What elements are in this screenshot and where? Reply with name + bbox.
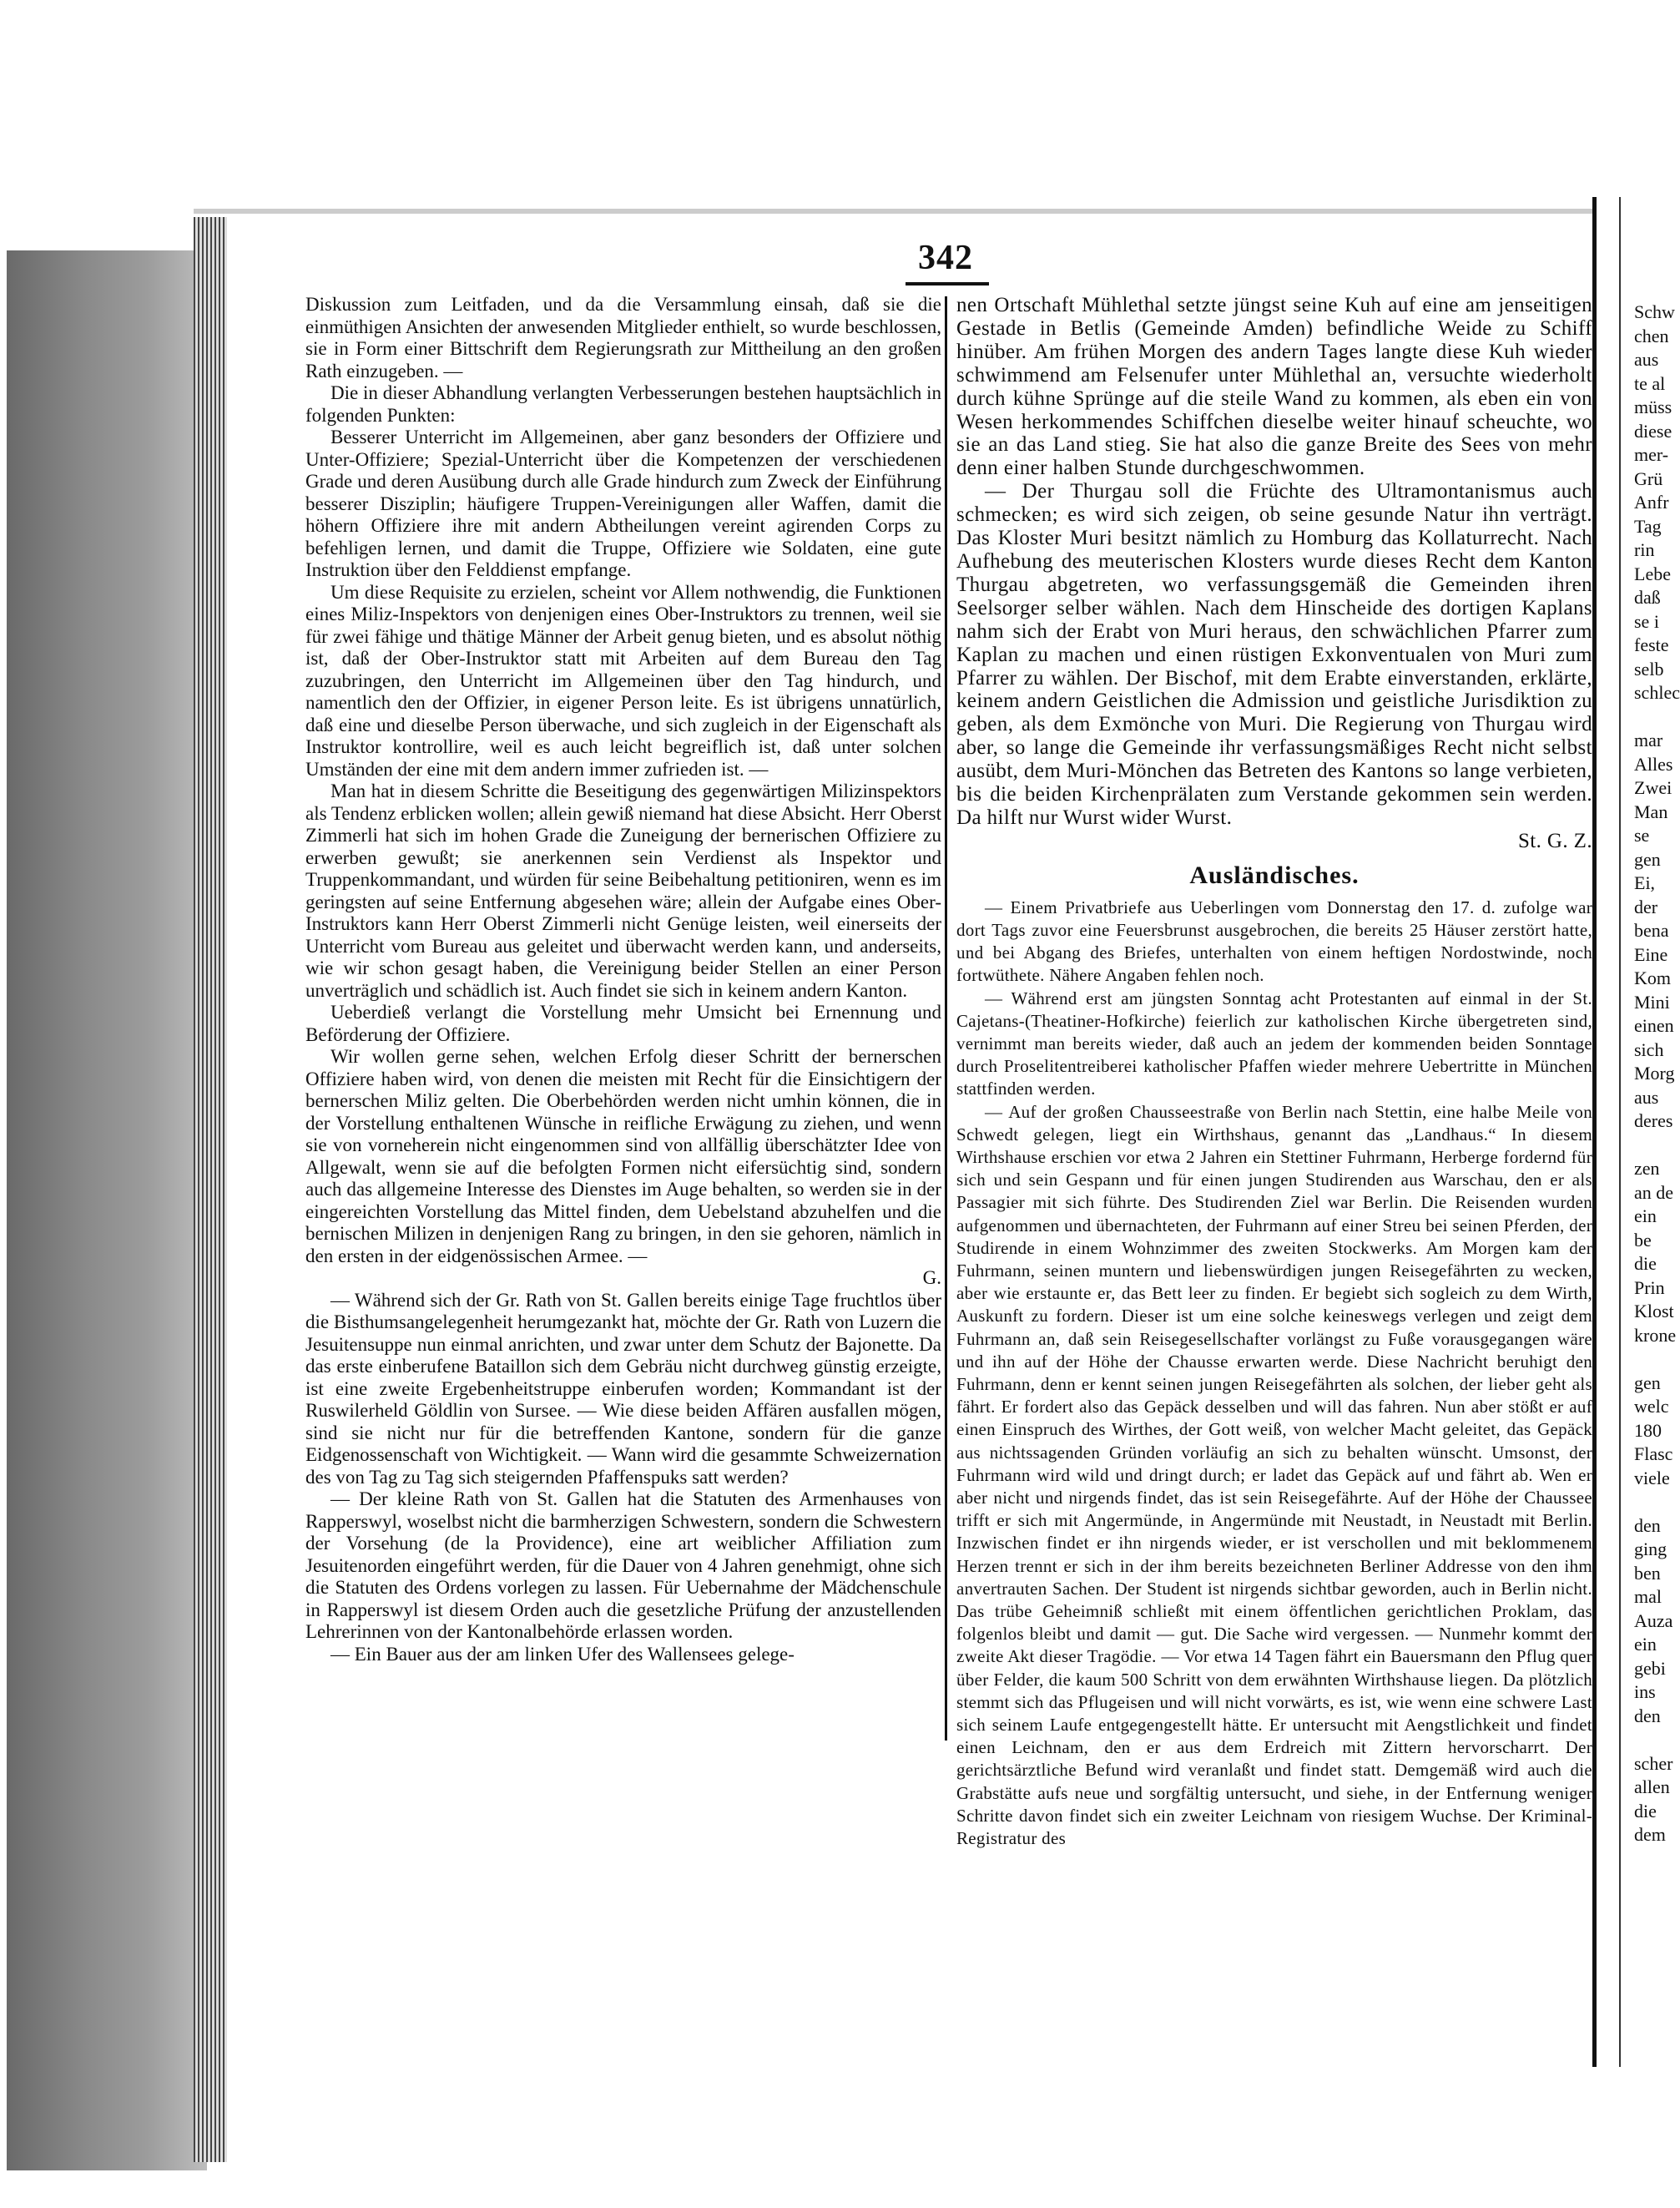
next-page-fragment: Ei, [1634, 872, 1656, 893]
next-page-fragment: ben [1634, 1562, 1661, 1584]
next-page-fragment: müss [1634, 397, 1672, 417]
page-number: 342 [918, 239, 973, 277]
next-page-fragment: Grü [1634, 467, 1663, 489]
news-item: — Auf der großen Chausseestraße von Berlin nach Stettin, eine halbe Meile von Schwedt gelegen, liegt ein Wirthshaus, genannt das „Landhaus.“ In diesem Wirthshause erschien vor etwa 2 Jahren ein Stettiner Fuhrmann, Herberge fordernd für sich und sein Gespann und für einen jungen Studirenden aus Warschau, den er als Passagier mit sich führte. Des Studirenden Ziel war Berlin. Die Reisenden wurden aufgenommen und übernachteten, der Fuhrmann auf einer Streu bei seinen Pferden, der Studirende in einem Wohnzimmer des zweiten Stockwerks. Am Morgen kam der Fuhrmann, seinen muntern und liebenswürdigen jungen Reisegefährten zu wecken, aber wie erstaunte er, das Bett leer zu finden. Er begiebt sich sogleich zu dem Wirth, Auskunft zu fordern. Dieser ist um eine solche keineswegs verlegen und zeigt dem Fuhrmann an, daß sein Reisegesellschafter vorlängst zu Fuße vorausgegangen wäre und ihn auf der Höhe der Chausse erwarten werde. Diese Nachricht beruhigt den Fuhrmann, denn er kennt seinen jungen Reisegefährten als solchen, der lieber geht als fährt. Er fordert also das Gepäck desselben und will das fahren. Nun aber stößt er auf einen Einspruch des Wirthes, der Gott weiß, von welcher Macht geleitet, das Gepäck aus nichtssagenden Gründen vorläufig an sich zu behalten wünscht. Umsonst, der Fuhrmann wird wild und dringt durch; er ladet das Gepäck auf und fährt ab. Wen er aber nicht und nirgends findet, das ist sein Reisegefährte. Auf der Höhe der Chaussee trifft er sich mit Angermünde, in Angermünde mit Neustadt, in Neustadt mit Berlin. Inzwischen findet er ihn nirgends wieder, er ist verschollen und mit beklommenem Herzen trennt er sich in der ihm bereits bezeichneten Berliner Addresse von den ihm anvertrauten Sachen. Der Student ist nirgends sichtbar geworden, auch in Berlin nicht. Das trübe Geheimniß schließt mit einem öffentlichen gerichtlichen Proklam, das folgenlos bleibt und damit — gut. Die Sache wird vergessen. — Nunmehr kommt der zweite Akt dieser Tragödie. — Vor etwa 14 Tagen fährt ein Bauersmann den Pflug quer über Felder, die kaum 500 Schritt von dem erwähnten Wirthshause liegen. Da plötzlich stemmt sich das Pflugeisen und will nicht vorwärts, es ist, wie wenn eine schwere Last sich seinem Laufe entgegengestellt hätte. Er untersucht mit Aengstlichkeit und findet einen Leichnam, den er aus dem Erdreich mit Zittern hervorscharrt. Der gerichtsärztliche Befund wird veranlaßt und findet statt. Demgemäß wird auch die Grabstätte aufs neue und sorgfältig untersucht, und siehe, in der Entfernung weniger Schritte davon findet sich ein zweiter Leichnam von riesigem Wuchse. Der Kriminal-Registratur des [956, 1101, 1592, 1849]
paragraph: Die in dieser Abhandlung verlangten Verbesserungen bestehen hauptsächlich in folgenden Punkten: [305, 382, 941, 426]
paragraph: Besserer Unterricht im Allgemeinen, aber ganz besonders der Offiziere und Unter-Offiziere; Spezial-Unterricht über die Kompetenzen der verschiedenen Grade und deren Ausübung durch alle Grade hindurch zum Zweck der Einführung besserer Disziplin; häufigere Truppen-Vereinigungen aller Waffen, damit die höhern Offiziere ihre mit andern Abtheilungen vereint agirenden Corps zu befehligen lernen, und damit die Truppe, Offiziere wie Soldaten, eine gute Instruktion über den Felddienst empfange. [305, 427, 941, 580]
next-page-fragment: gen [1634, 848, 1661, 870]
right-column [956, 294, 1592, 1849]
next-page-fragment: ins [1634, 1681, 1656, 1702]
next-page-fragment: te al [1634, 372, 1666, 394]
next-page-fragment [1634, 1134, 1669, 1158]
next-page-fragment: Eine [1634, 943, 1668, 965]
next-page-fragment: mer- [1634, 444, 1669, 465]
next-page-fragment: scher [1634, 1752, 1673, 1774]
next-page-fragment: Auza [1634, 1609, 1673, 1631]
next-page-fragment: be [1634, 1229, 1652, 1251]
next-page-fragment: Lebe [1634, 563, 1671, 584]
signature: G. [922, 1267, 941, 1288]
next-page-fragment: Schw [1634, 301, 1675, 322]
next-page-fragment: sich [1634, 1038, 1664, 1060]
next-page-fragment [1634, 1347, 1669, 1372]
paragraph: Man hat in diesem Schritte die Beseitigung des gegenwärtigen Milizinspektors als Tendenz erblicken wollen; allein gewiß niemand hat diese Absicht. Herr Oberst Zimmerli hat sich im hohen Grade die Zuneigung der bernerischen Offiziere zu erwerben gewußt; sie anerkennen sein Verdienst als Inspektor und Truppenkommandant, und würden für seine Beibehaltung petitioniren, wenn es im geringsten auf seine Entfernung abgesehen wäre; allein der Aufgabe eines Ober-Instruktors kann Herr Oberst Zimmerli nicht Genüge leisten, weil einerseits der Unterricht vom Bureau aus geleitet und überwacht werden kann, und anderseits, wie wir schon gesagt haben, die Vereinigung beider Stellen an einer Person unverträglich und schädlich ist. Auch findet sie sich in keinem andern Kanton. [305, 781, 941, 1001]
next-page-fragment: se [1634, 825, 1650, 846]
paragraph: Ueberdieß verlangt die Vorstellung mehr Umsicht bei Ernennung und Beförderung der Offiziere. [305, 1002, 941, 1045]
next-page-fragment: krone [1634, 1324, 1677, 1346]
next-page-fragment: feste [1634, 634, 1669, 655]
page-stack-edges [194, 217, 227, 2162]
next-page-fragment: den [1634, 1705, 1661, 1726]
next-page-fragment: Anfr [1634, 492, 1669, 513]
section-heading: Ausländisches. [1189, 861, 1360, 889]
next-page-fragment [1634, 705, 1669, 730]
news-item: — Einem Privatbriefe aus Ueberlingen vom Donnerstag den 17. d. zufolge war dort Tags zuvor eine Feuersbrunst ausgebrochen, die bereits 25 Häuser zerstört hatte, und bei Abgang des Briefes, unterhalten von einem heftigen Nordostwinde, noch fortwüthete. Nähere Angaben fehlen noch. [956, 897, 1592, 986]
next-page-fragment: Alles [1634, 753, 1673, 775]
news-item: — Während erst am jüngsten Sonntag acht Protestanten auf einmal in der St. Cajetans-(Theatiner-Hofkirche) feierlich zur katholischen Kirche übergetreten sind, vernimmt man bereits wieder, daß auch an jedem der kommenden beiden Sonntage durch Proselitentreiberei katholischer Pfaffen wieder mehrere Uebertritte in München stattfinden werden. [956, 988, 1592, 1099]
next-page-fragment: dem [1634, 1824, 1666, 1845]
next-page-fragment: Kom [1634, 968, 1671, 988]
paragraph: — Während sich der Gr. Rath von St. Gallen bereits einige Tage fruchtlos über die Bisthumsangelegenheit herumgezankt hat, möchte der Gr. Rath von Luzern die Jesuitensuppe nun einmal anrichten, und zwar unter dem Schutz der Bajonette. Da das erste einberufene Bataillon sich dem Gebräu nicht durchweg günstig erzeigte, ist eine zweite Ergebenheitstruppe einberufen worden; Kommandant ist der Ruswilerheld Göldlin von Sursee. — Wie diese beiden Affären ausfallen mögen, sind sie nicht nur für die betreffenden Kantone, sondern für die ganze Eidgenossenschaft von Wichtigkeit. — Wann wird die gesammte Schweizernation des von Tag zu Tag sich steigernden Pfaffenspuks satt werden? [305, 1289, 941, 1488]
next-page-fragment: den [1634, 1514, 1661, 1536]
next-page-fragment: schlec [1634, 682, 1680, 703]
next-page-fragment: gebi [1634, 1657, 1666, 1679]
next-page-fragment: ein [1634, 1205, 1657, 1226]
next-page-fragment: die [1634, 1253, 1657, 1274]
next-page-fragment: selb [1634, 658, 1664, 680]
paragraph: nen Ortschaft Mühlethal setzte jüngst seine Kuh auf eine am jenseitigen Gestade in Betlis (Gemeinde Amden) befindliche Weide zu Schiff hinüber. Am frühen Morgen des andern Tages langte diese Kuh wieder schwimmend am Felsenufer unter Mühlethal an, versuchte wiederholt durch kühne Sprünge auf die steile Wand zu kommen, als eben ein von Wesen herkommendes Schiffchen dieselbe weiter hinauf scheuchte, wo sie an das Land stieg. Sie hat also die ganze Breite des Sees von mehr denn einer halben Stunde durchgeschwommen. [956, 294, 1592, 480]
next-page-fragment: der [1634, 896, 1658, 917]
next-page-fragment: chen [1634, 325, 1669, 346]
next-page-fragment: mar [1634, 730, 1663, 750]
paragraph: — Der kleine Rath von St. Gallen hat die Statuten des Armenhauses von Rapperswyl, woselbst nicht die barmherzigen Schwestern, sondern die Schwestern der Vorsehung (de la Providence), eine art weiblicher Affiliation zum Jesuitenorden eingeführt werden, für die Dauer von 4 Jahren genehmigt, ohne sich die Statuten des Ordens vorlegen zu lassen. Für Uebernahme der Mädchenschule in Rapperswyl ist diesem Orden auch die gesetzliche Prüfung der anzustellenden Lehrerinnen von der Kantonalbehörde erlassen worden. [305, 1488, 941, 1642]
next-page-fragment: viele [1634, 1467, 1670, 1488]
next-page-fragment [1634, 1728, 1669, 1752]
next-page-fragment: einen [1634, 1015, 1674, 1036]
next-page-fragments [1634, 301, 1680, 1847]
signature: St. G. Z. [1517, 829, 1592, 852]
next-page-fragment: mal [1634, 1586, 1662, 1607]
next-page-fragment: Zwei [1634, 777, 1672, 798]
next-page-fragment: Prin [1634, 1276, 1665, 1298]
page-top-shadow [194, 209, 1596, 214]
next-page-fragment: ging [1634, 1539, 1667, 1559]
next-page-fragment: zen [1634, 1158, 1660, 1179]
next-page-fragment: se i [1634, 610, 1659, 632]
next-page-fragment: Tag [1634, 515, 1662, 537]
next-page-fragment: Klost [1634, 1301, 1674, 1321]
next-page-fragment: aus [1634, 349, 1659, 370]
next-page-fragment: Mini [1634, 991, 1670, 1013]
next-page-fragment: deres [1634, 1110, 1673, 1131]
gutter-line-secondary [1619, 197, 1621, 2067]
next-page-fragment: rin [1634, 539, 1655, 560]
left-column [305, 294, 941, 1665]
paragraph: Um diese Requisite zu erzielen, scheint vor Allem nothwendig, die Funktionen eines Miliz-Inspektors von denjenigen eines Ober-Instruktors zu trennen, weil sie für zwei fähige und thätige Männer der Arbeit genug bieten, und es absolut nöthig ist, daß der Ober-Instruktor statt mit Arbeiten auf dem Bureau den Tag zuzubringen, den Unterricht im Allgemeinen über den Tag hindurch, und namentlich den der Offizier, in eigener Person leite. Es ist übrigens unnatürlich, daß eine und dieselbe Person überwache, und sich zugleich in der Eigenschaft als Instruktor kontrollire, weil es auch leicht begreiflich ist, daß unter solchen Umständen der eine mit dem andern immer zufrieden ist. — [305, 581, 941, 780]
book-block-edge [7, 250, 207, 2170]
next-page-fragment: an de [1634, 1181, 1674, 1203]
next-page-fragment: aus [1634, 1086, 1659, 1108]
paragraph: — Der Thurgau soll die Früchte des Ultramontanismus auch schmecken; es wird sich zeigen, ob seine gesunde Natur ihn verträgt. Das Kloster Muri besitzt nämlich zu Homburg das Kollaturrecht. Nach Aufhebung des meuterischen Klosters wurde dieses Recht dem Kanton Thurgau abgetreten, wo verfassungsgemäß die Gemeinden ihren Seelsorger selber wählen. Nach dem Hinscheide des dortigen Kaplans nahm sich der Erabt von Muri heraus, den schwächlichen Pfarrer zum Kaplan zu machen und einen rüstigen Exkonventualen von Muri zum Pfarrer zu wählen. Der Bischof, mit dem Erabte einverstanden, erklärte, keinem andern Geistlichen die Admission und geistliche Jurisdiktion zu geben, als dem Exmönche von Muri. Die Regierung von Thurgau wird aber, so lange die Gemeinde ihr verfassungsmäßiges Recht nicht selbst ausübt, dem Muri-Mönchen das Betreten des Kantons so lange verbieten, bis die beiden Kirchenprälaten zum Verstande gekommen sein werden. Da hilft nur Wurst wider Wurst. [956, 480, 1592, 829]
paragraph: Wir wollen gerne sehen, welchen Erfolg dieser Schritt der bernerschen Offiziere haben wird, von denen die meisten mit Recht für die Einsichtigern der bernerschen Miliz gelten. Die Oberbehörden werden nicht umhin können, die in der Vorstellung enthaltenen Wünsche in reifliche Erwägung zu ziehen, und wenn sie von vorneherein nicht eingenommen sind von allfällig überschätzter Idee von Allgewalt, wenn sie auf die befolgten Formen nicht eifersüchtig sind, sondern auch das allgemeine Interesse des Dienstes im Auge behalten, so werden sie in der eingereichten Vorstellung das Mittel finden, dem Uebelstand abzuhelfen und die bernischen Milizen in denjenigen Rang zu bringen, in den sie gehoren, nämlich in den ersten in der eidgenössischen Armee. — [305, 1046, 941, 1266]
next-page-fragment: Flasc [1634, 1443, 1673, 1464]
gutter-line [1592, 197, 1597, 2067]
next-page-fragment: welc [1634, 1396, 1669, 1417]
next-page-fragment: daß [1634, 587, 1661, 608]
next-page-fragment: 180 [1634, 1419, 1662, 1441]
next-page-fragment: bena [1634, 920, 1669, 941]
page-number-rule [906, 282, 989, 285]
column-divider [945, 296, 947, 1741]
next-page-fragment: die [1634, 1800, 1657, 1821]
next-page-fragment: ein [1634, 1634, 1657, 1655]
next-page-fragment [1634, 1490, 1669, 1514]
next-page-fragment: Morg [1634, 1063, 1675, 1084]
next-page-fragment: allen [1634, 1776, 1670, 1797]
paragraph: — Ein Bauer aus der am linken Ufer des Wallensees gelege- [330, 1643, 795, 1665]
next-page-fragment: gen [1634, 1372, 1661, 1393]
next-page-fragment: diese [1634, 420, 1672, 442]
paragraph: Diskussion zum Leitfaden, und da die Versammlung einsah, daß sie die einmüthigen Ansichten der anwesenden Mitglieder enthielt, so wurde beschlossen, sie in Form einer Bittschrift dem Regierungsrath zur Mittheilung an den großen Rath einzugeben. — [305, 294, 941, 381]
next-page-fragment: Man [1634, 801, 1668, 822]
